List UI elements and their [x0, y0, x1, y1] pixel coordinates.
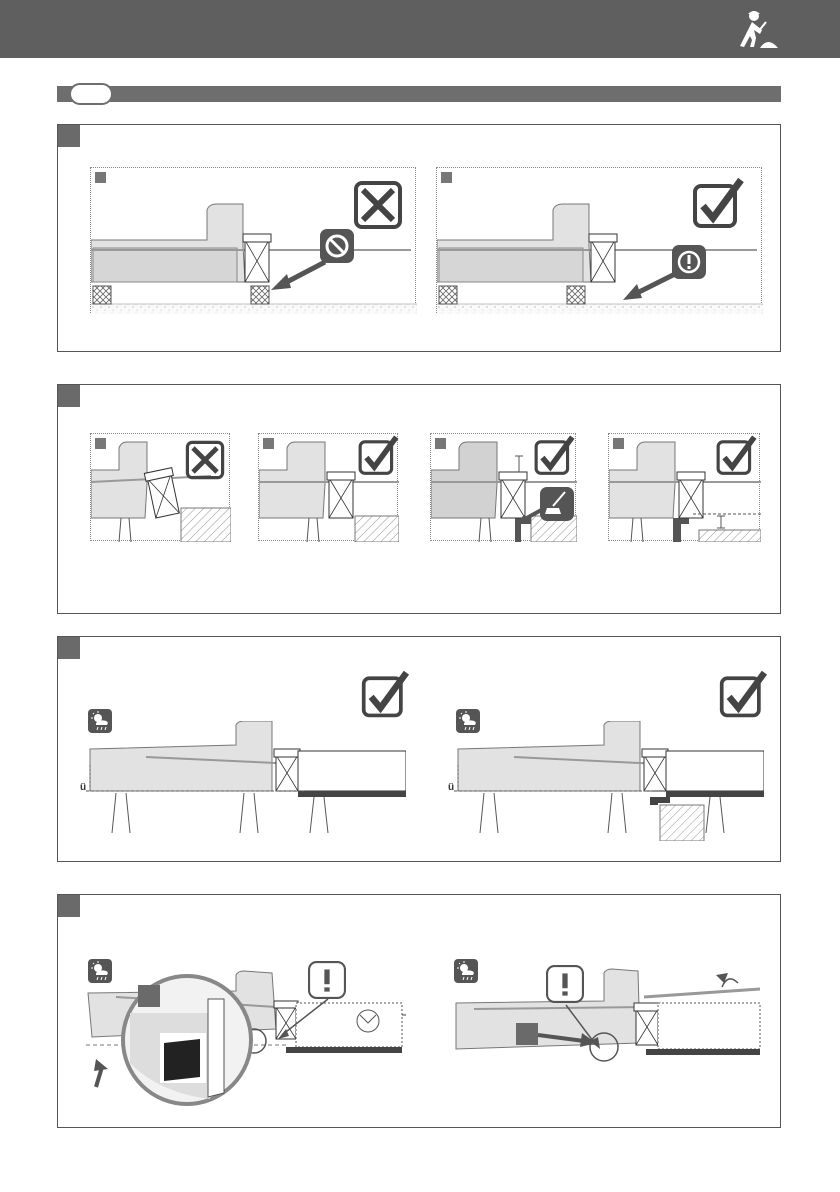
step-3-marker: [58, 637, 80, 659]
warning-icon: [546, 965, 584, 1003]
arrow-icon: [538, 1025, 598, 1049]
arrow-icon: [513, 506, 547, 526]
language-bar: [57, 86, 781, 102]
step-1-wrong-panel: [90, 167, 416, 313]
slope-label: ü: [448, 782, 455, 793]
step-3-left-diagram: [86, 721, 406, 841]
step-2-panel-a: [90, 433, 230, 541]
zoom-lens: [120, 973, 254, 1107]
step-2-panel-b: [258, 433, 398, 541]
prohibited-icon: [319, 228, 355, 264]
check-box-icon: [691, 176, 747, 232]
check-box-icon: [357, 434, 401, 478]
step-4-right-diagram: [454, 967, 764, 1097]
slope-label: ü: [80, 782, 87, 793]
detail-marker: [516, 1023, 538, 1045]
step-1-marker: [58, 125, 80, 147]
pointer-arrow-icon: [276, 995, 336, 1045]
check-box-icon: [718, 669, 770, 721]
construction-worker-icon: [732, 10, 780, 50]
arrow-icon: [621, 272, 677, 302]
check-box-icon: [533, 434, 577, 478]
step-4-marker: [58, 895, 80, 917]
step-1-correct-panel: [436, 167, 762, 313]
warning-icon: [308, 961, 346, 999]
step-1-panel: [57, 124, 781, 352]
step-4-panel: [57, 894, 781, 1128]
language-badge: [69, 83, 113, 105]
header-bar: [0, 0, 840, 58]
step-3-panel: [57, 636, 781, 862]
step-2-panel-d: [608, 433, 760, 541]
step-2-panel: [57, 384, 781, 614]
cross-box-icon: [353, 180, 403, 230]
arrow-icon: [269, 260, 327, 292]
step-2-panel-c: [430, 433, 576, 541]
cross-box-icon: [185, 440, 225, 480]
step-3-right-diagram: [454, 721, 764, 841]
step-2-marker: [58, 385, 80, 407]
check-box-icon: [360, 669, 412, 721]
check-box-icon: [715, 434, 759, 478]
